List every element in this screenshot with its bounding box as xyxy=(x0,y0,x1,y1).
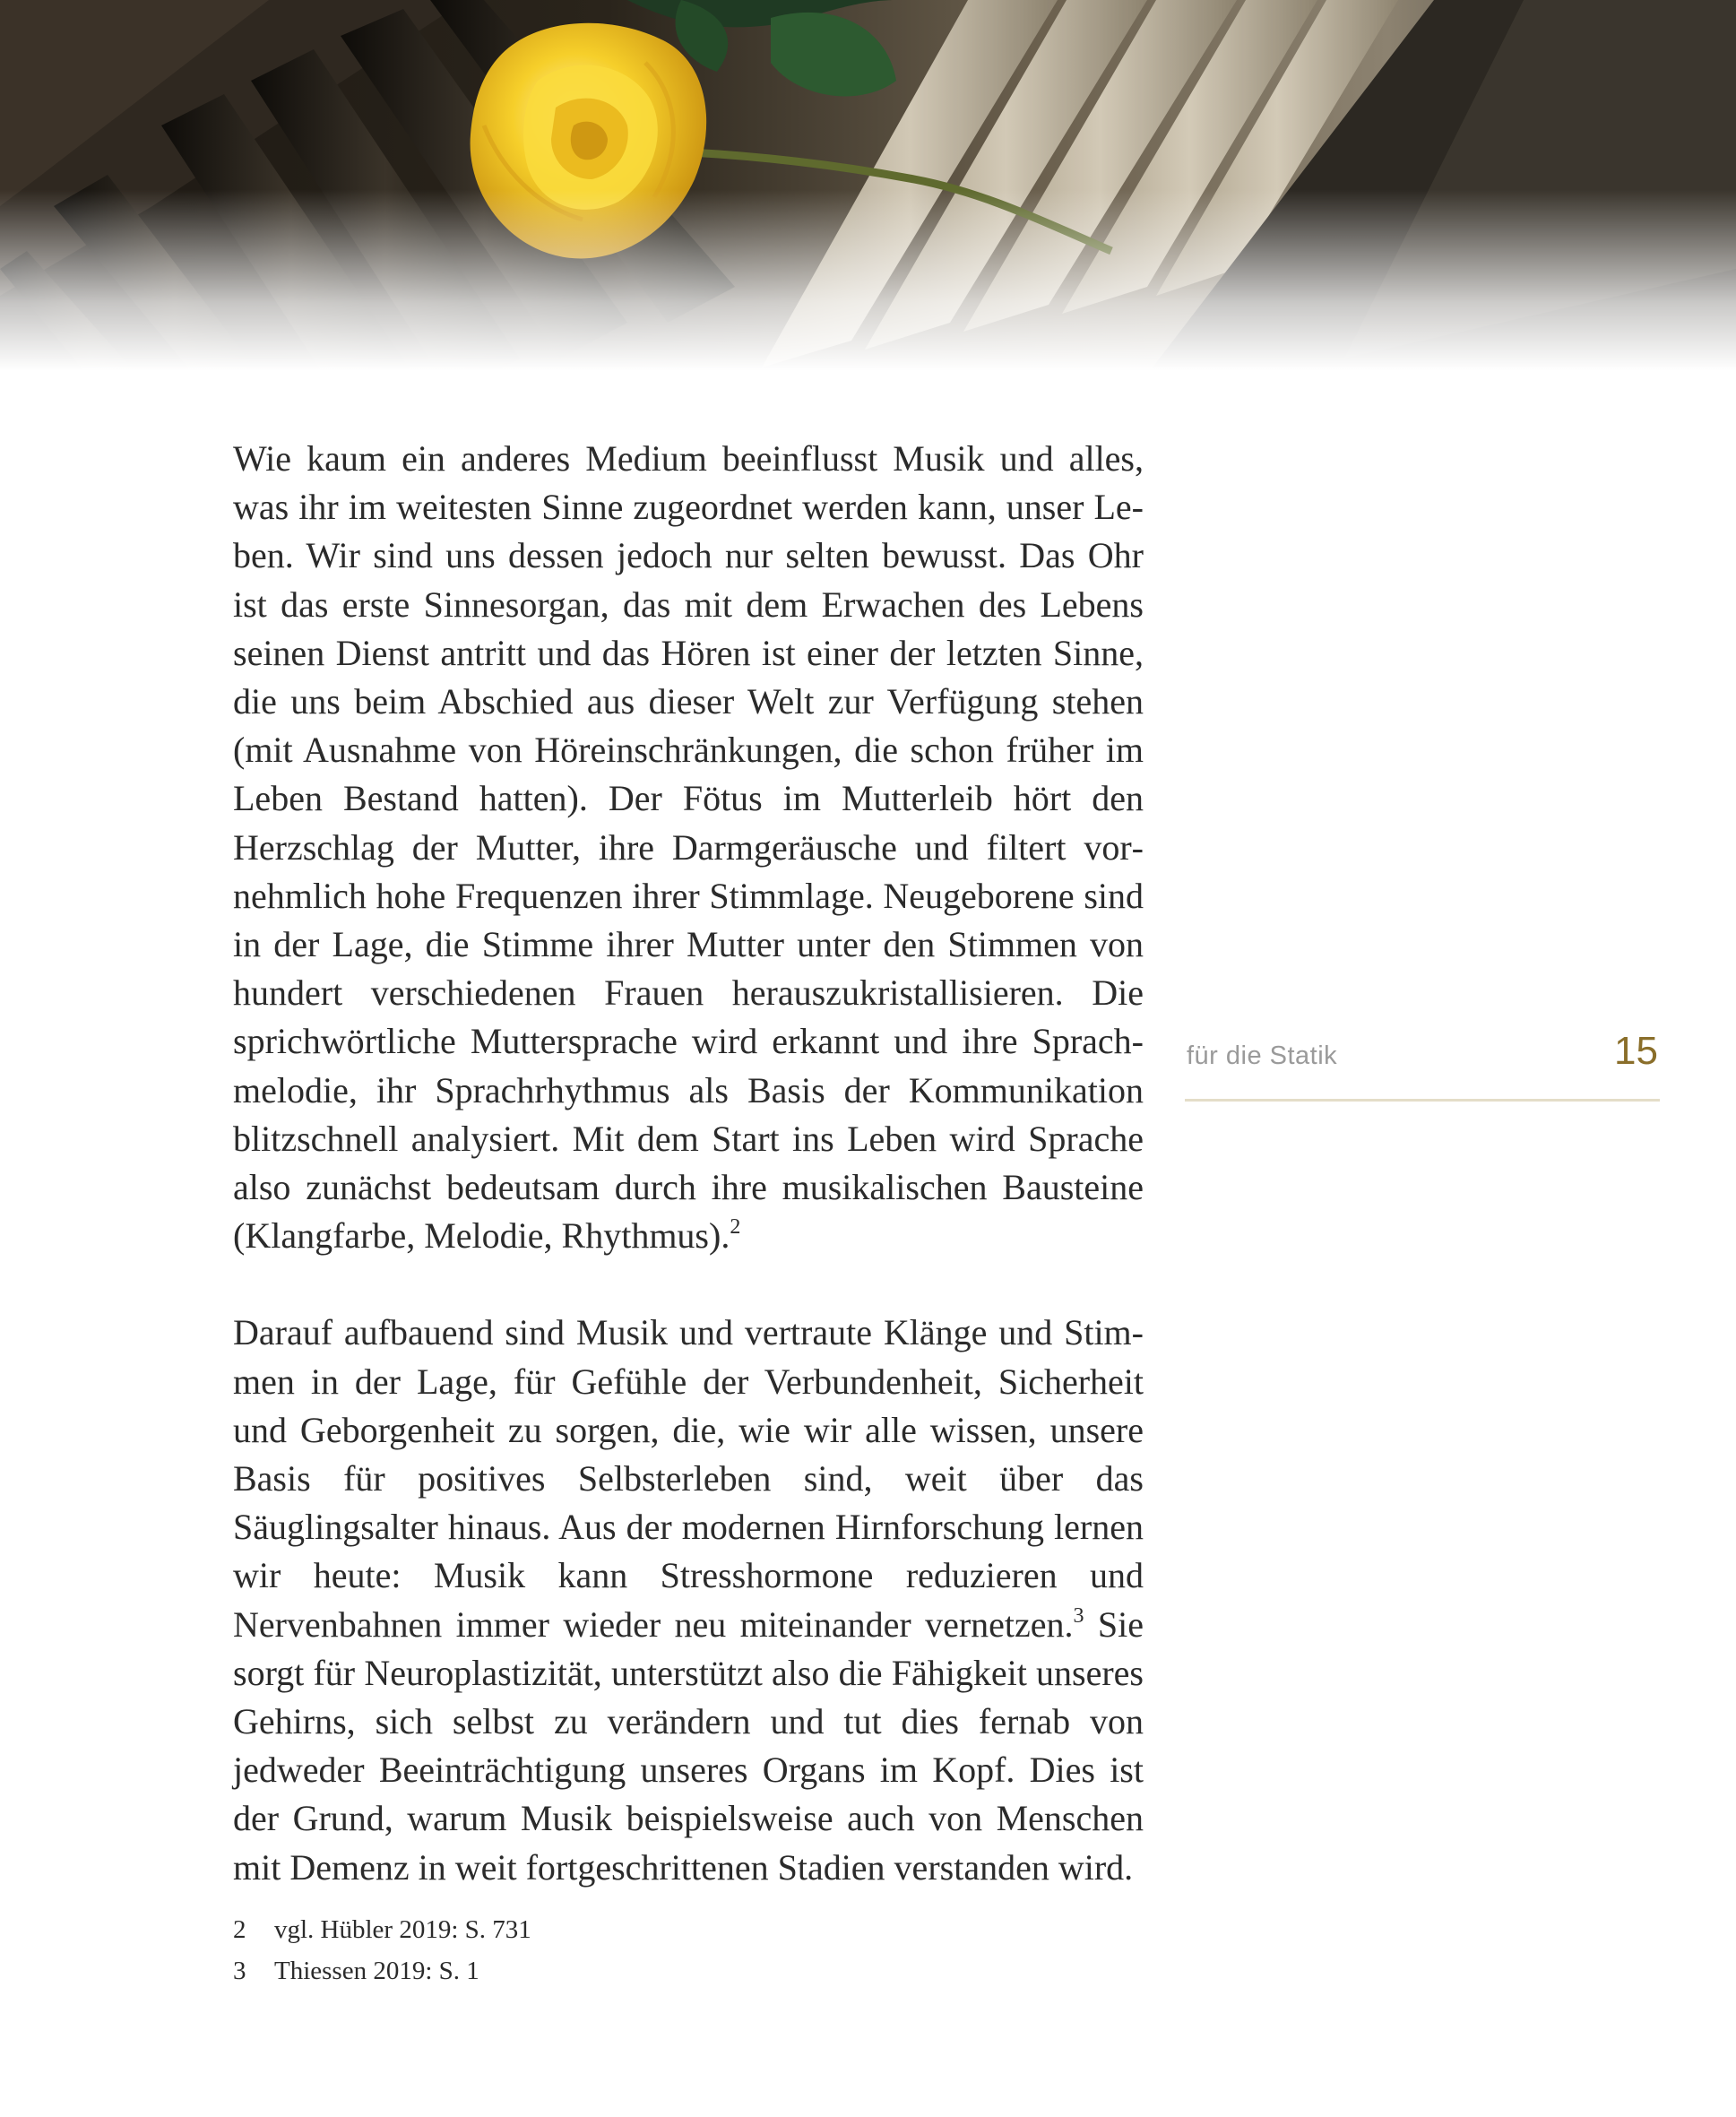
paragraph-2 xyxy=(233,1309,1144,1891)
footnote-number: 3 xyxy=(233,1957,246,1985)
footnote-text: vgl. Hübler 2019: S. 731 xyxy=(274,1915,531,1944)
footnote-ref-2[interactable]: 2 xyxy=(730,1215,741,1240)
paragraph-2-text-end: Sie sorgt für Neuroplastizität, unterstützt also die Fähigkeit unseres Gehirns, sich selbst zu verändern und tut dies fernab von jedweder Beeinträchtigung unseres Organs im Kopf. Dies ist der Grund, warum Musik beispielsweise auch von Menschen mit Demenz in weit fortgeschrittenen Stadien verstanden wird. xyxy=(233,1603,1144,1888)
section-label: für die Statik xyxy=(1187,1041,1338,1070)
footnote-2 xyxy=(233,1909,1144,1950)
header-photo xyxy=(0,0,1736,421)
paragraph-2-text-start: Darauf aufbauend sind Musik und vertraute Klänge und Stimmen in der Lage, für Gefühle der Verbundenheit, Sicherheit und Geborgenheit zu sorgen, die, wie wir alle wissen, unsere Basis für positives Selbsterleben sind, weit über das Säuglingsalter hinaus. Aus der modernen Hirnforschung lernen wir heute: Musik kann Stresshormone reduzieren und Nervenbahnen immer wieder neu miteinander vernetzen. xyxy=(233,1312,1144,1645)
body-text xyxy=(233,435,1144,1892)
running-header xyxy=(1185,1029,1660,1102)
footnote-3 xyxy=(233,1950,1144,1992)
paragraph-1-text: Wie kaum ein anderes Medium beeinflusst Musik und alles, was ihr im weitesten Sinne zugeordnet werden kann, unser Leben. Wir sind uns dessen jedoch nur selten bewusst. Das Ohr ist das erste Sinnesorgan, das mit dem Erwachen des Lebens seinen Dienst antritt und das Hören ist einer der letzten Sinne, die uns beim Abschied aus dieser Welt zur Verfügung stehen (mit Ausnahme von Höreinschränkungen, die schon früher im Leben Bestand hatten). Der Fötus im Mutterleib hört den Herzschlag der Mutter, ihre Darmgeräusche und filtert vornehmlich hohe Frequenzen ihrer Stimmlage. Neugeborene sind in der Lage, die Stimme ihrer Mutter unter den Stimmen von hundert verschiedenen Frauen herauszukristallisieren. Die sprichwörtliche Muttersprache wird erkannt und ihre Sprachmelodie, ihr Sprachrhythmus als Basis der Kommunikation blitzschnell analysiert. Mit dem Start ins Leben wird Sprache also zunächst bedeutsam durch ihre musikalischen Bausteine (Klangfarbe, Melodie, Rhythmus). xyxy=(233,438,1144,1257)
paragraph-1 xyxy=(233,435,1144,1260)
rose-on-piano-keys-photo xyxy=(0,0,1736,421)
footnote-text: Thiessen 2019: S. 1 xyxy=(274,1957,479,1985)
page-number: 15 xyxy=(1614,1029,1658,1073)
footnote-number: 2 xyxy=(233,1915,246,1944)
footnote-ref-3[interactable]: 3 xyxy=(1073,1603,1084,1628)
footnotes xyxy=(233,1909,1144,1992)
